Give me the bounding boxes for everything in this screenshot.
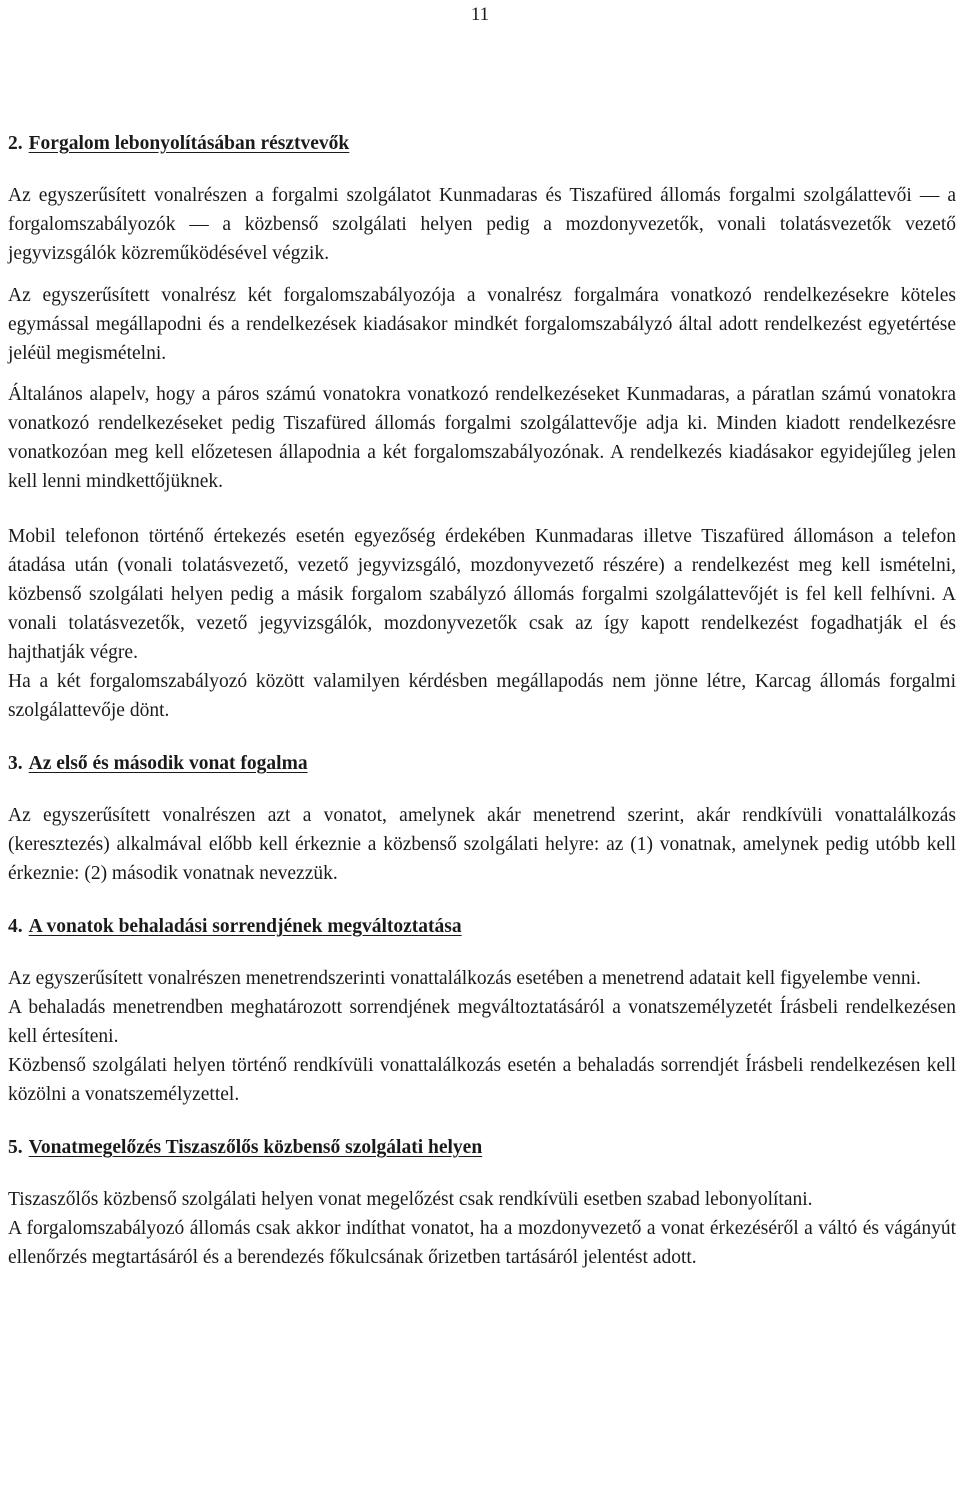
section-2 <box>8 130 956 725</box>
paragraph: Az egyszerűsített vonalrészen azt a vonatot, amelynek akár menetrend szerint, akár rendkívüli vonattalálkozás (keresztezés) alkalmával előbb kell érkeznie a közbenső szolgálati helyre: az (1) vonatnak, amelynek pedig utóbb kell érkeznie: (2) második vonatnak nevezzük. <box>8 805 956 884</box>
paragraph: Általános alapelv, hogy a páros számú vonatokra vonatkozó rendelkezéseket Kunmadaras, a páratlan számú vonatokra vonatkozó rendelkezéseket pedig Tiszafüred állomás forgalmi szolgálattevője adja ki. Minden kiadott rendelkezésre vonatkozóan meg kell előzetesen állapodnia a két forgalomszabályozónak. A rendelkezés kiadásakor egyidejűleg jelen kell lenni mindkettőjüknek. <box>8 384 956 492</box>
section-title: Az első és második vonat fogalma <box>28 753 308 774</box>
page-number: 11 <box>470 4 490 25</box>
section-number: 4. <box>8 916 23 937</box>
section-title: Vonatmegelőzés Tiszaszőlős közbenső szolgálati helyen <box>28 1137 483 1158</box>
section-number: 5. <box>8 1137 23 1158</box>
paragraph: A behaladás menetrendben meghatározott sorrendjének megváltoztatásáról a vonatszemélyzetét Írásbeli rendelkezésen kell értesíteni. <box>8 997 956 1047</box>
paragraph: Az egyszerűsített vonalrész két forgalomszabályozója a vonalrész forgalmára vonatkozó rendelkezésekre köteles egymással megállapodni és a rendelkezések kiadásakor mindkét forgalomszabályzó által adott rendelkezést egyetértése jeléül megismételni. <box>8 285 956 364</box>
paragraph: Mobil telefonon történő értekezés esetén egyezőség érdekében Kunmadaras illetve Tiszafüred állomáson a telefon átadása után (vonali tolatásvezető, vezető jegyvizsgáló, mozdonyvezető részére) a rendelkezést meg kell ismételni, közbenső szolgálati helyen pedig a másik forgalom szabályzó állomás forgalmi szolgálattevőjét is fel kell felhívni. A vonali tolatásvezetők, vezető jegyvizsgálók, mozdonyvezetők csak az így kapott rendelkezést fogadhatják el és hajthatják végre. <box>8 526 956 663</box>
section-number: 2. <box>8 133 23 154</box>
paragraph: Tiszaszőlős közbenső szolgálati helyen vonat megelőzést csak rendkívüli esetben szabad lebonyolítani. <box>8 1189 813 1210</box>
section-title: A vonatok behaladási sorrendjének megváltoztatása <box>28 916 462 937</box>
document-body <box>8 130 956 1272</box>
section-heading <box>8 130 956 158</box>
section-heading <box>8 913 956 941</box>
section-number: 3. <box>8 753 23 774</box>
paragraph: Az egyszerűsített vonalrészen a forgalmi szolgálatot Kunmadaras és Tiszafüred állomás forgalmi szolgálattevői — a forgalomszabályozók — a közbenső szolgálati helyen pedig a mozdonyvezetők, vonali tolatásvezetők vezető jegyvizsgálók közreműködésével végzik. <box>8 185 956 264</box>
section-heading <box>8 1134 956 1162</box>
section-title: Forgalom lebonyolításában résztvevők <box>28 133 350 154</box>
section-3 <box>8 750 956 888</box>
paragraph: Közbenső szolgálati helyen történő rendkívüli vonattalálkozás esetén a behaladás sorrendjét Írásbeli rendelkezésen kell közölni a vonatszemélyzettel. <box>8 1055 956 1105</box>
paragraph: Az egyszerűsített vonalrészen menetrendszerinti vonattalálkozás esetében a menetrend adatait kell figyelembe venni. <box>8 968 921 989</box>
section-5 <box>8 1134 956 1272</box>
paragraph: Ha a két forgalomszabályozó között valamilyen kérdésben megállapodás nem jönne létre, Karcag állomás forgalmi szolgálattevője dönt. <box>8 671 956 721</box>
section-4 <box>8 913 956 1109</box>
section-heading <box>8 750 956 778</box>
paragraph: A forgalomszabályozó állomás csak akkor indíthat vonatot, ha a mozdonyvezető a vonat érkezéséről a váltó és vágányút ellenőrzés megtartásáról és a berendezés főkulcsának őrizetben tartásáról jelentést adott. <box>8 1218 956 1268</box>
